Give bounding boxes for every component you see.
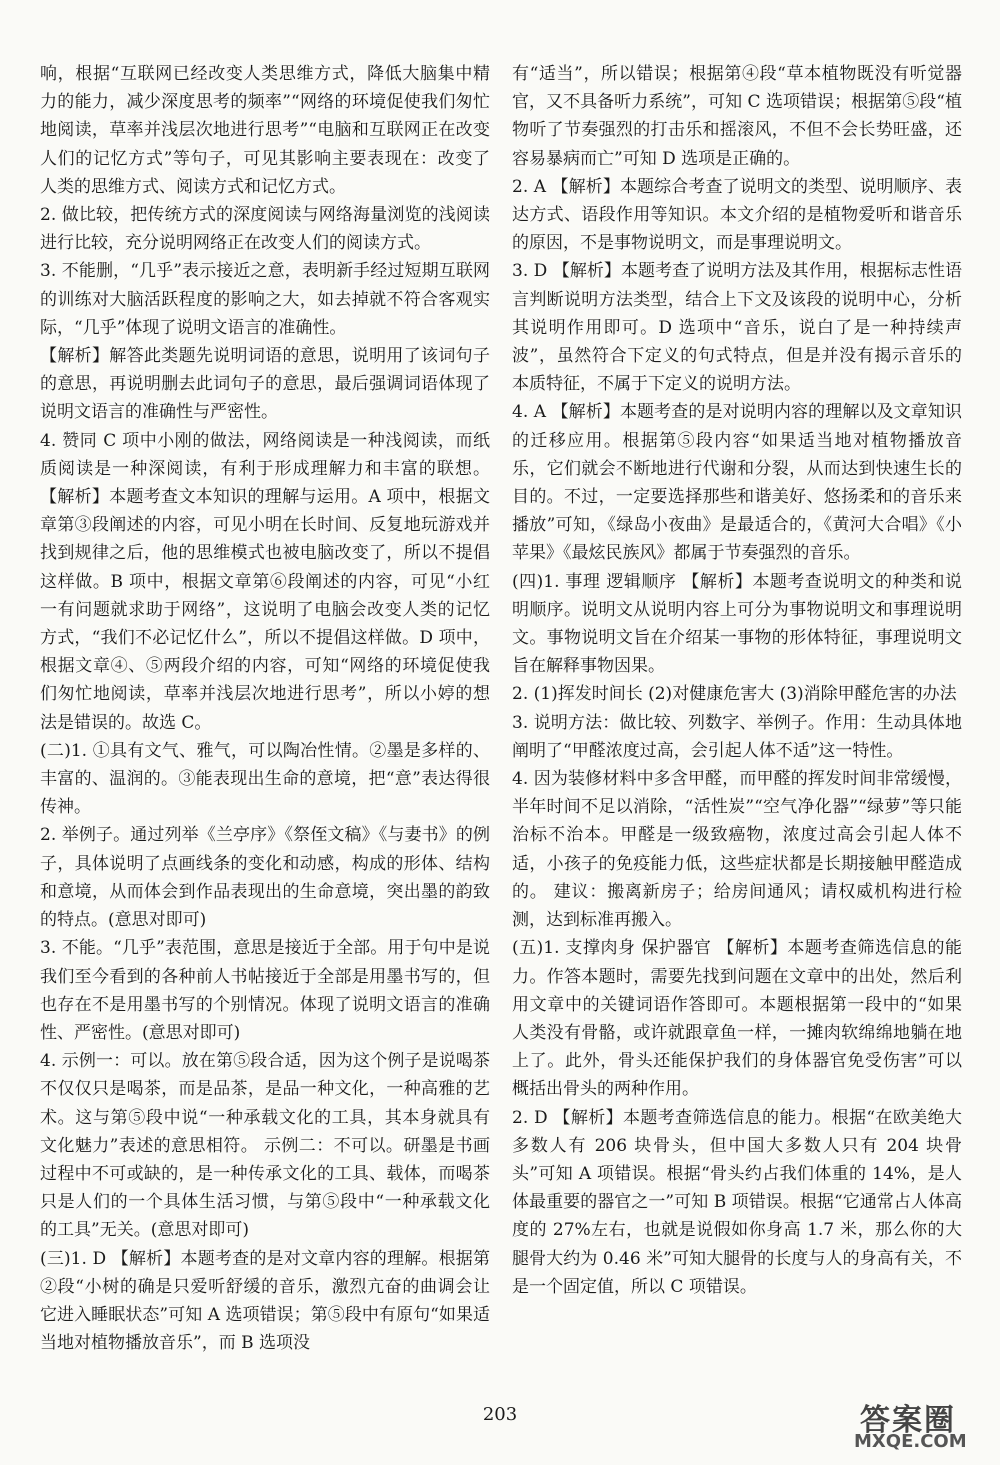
- page-number: 203: [482, 1404, 518, 1425]
- paragraph: 4. 赞同 C 项中小刚的做法，网络阅读是一种浅阅读，而纸质阅读是一种深阅读，有利于形成理解力和丰富的联想。 【解析】本题考查文本知识的理解与运用。A 项中，根据文章第③段阐述的内容，可见小明在长时间、反复地玩游戏并找到规律之后，他的思维模式也被电脑改变了，所以不提倡这样做。B 项中，根据文章第⑥段阐述的内容，可见“小红一有问题就求助于网络”，这说明了电脑会改变人类的记忆方式，“我们不必记忆什么”，所以不提倡这样做。D 项中，根据文章④、⑤两段介绍的内容，可知“网络的环境促使我们匆忙地阅读，草率并浅层次地进行思考”，所以小婷的想法是错误的。故选 C。: [40, 430, 490, 733]
- paragraph: 3. 不能删，“几乎”表示接近之意，表明新手经过短期互联网的训练对大脑活跃程度的影响之大，如去掉就不符合客观实际，“几乎”体现了说明文语言的准确性。: [40, 261, 490, 338]
- paragraph: (三)1. D 【解析】本题考查的是对文章内容的理解。根据第②段“小树的确是只爱听舒缓的音乐，激烈亢奋的曲调会让它进入睡眠状态”可知 A 选项错误；第⑤段中有原句“如果适当地对植物播放音乐”，而 B 选项没: [40, 1248, 490, 1354]
- paragraph: 2. D 【解析】本题考查筛选信息的能力。根据“在欧美绝大多数人有 206 块骨头，但中国大多数人只有 204 块骨头”可知 A 项错误。根据“骨头约占我们体重的 14%，是人体最重要的器官之一”可知 B 项错误。根据“它通常占人体高度的 27%左右，也就是说假如你身高 1.7 米，那么你的大腿骨大约为 0.46 米”可知大腿骨的长度与人的身高有关，不是一个固定值，所以 C 项错误。: [512, 1107, 962, 1297]
- paragraph: 2. (1)挥发时间长 (2)对健康危害大 (3)消除甲醛危害的办法: [512, 684, 957, 705]
- watermark-logo: [842, 1395, 982, 1457]
- right-column: [512, 60, 962, 1301]
- paragraph: 响，根据“互联网已经改变人类思维方式，降低大脑集中精力的能力，减少深度思考的频率”“网络的环境促使我们匆忙地阅读，草率并浅层次地进行思考”“电脑和互联网正在改变人们的记忆方式”等句子，可见其影响主要表现在：改变了人类的思维方式、阅读方式和记忆方式。: [40, 64, 490, 197]
- watermark-text: 答案圈: [860, 1403, 956, 1438]
- paragraph: 2. A 【解析】本题综合考查了说明文的类型、说明顺序、表达方式、语段作用等知识。本文介绍的是植物爱听和谐音乐的原因，不是事物说明文，而是事理说明文。: [512, 176, 962, 254]
- left-column: [40, 60, 490, 1357]
- paragraph: 3. 不能。“几乎”表范围，意思是接近于全部。用于句中是说我们至今看到的各种前人书帖接近于全部是用墨书写的，但也存在不是用墨书写的个别情况。体现了说明文语言的准确性、严密性。(意思对即可): [40, 938, 490, 1043]
- paragraph: 2. 举例子。通过列举《兰亭序》《祭侄文稿》《与妻书》的例子，具体说明了点画线条的变化和动感，构成的形体、结构和意境，从而体会到作品表现出的生命意境，突出墨的韵致的特点。(意思对即可): [40, 825, 490, 931]
- paragraph: 4. A 【解析】本题考查的是对说明内容的理解以及文章知识的迁移应用。根据第⑤段内容“如果适当地对植物播放音乐，它们就会不断地进行代谢和分裂，从而达到快速生长的目的。不过，一定要选择那些和谐美好、悠扬柔和的音乐来播放”可知，《绿岛小夜曲》是最适合的，《黄河大合唱》《小苹果》《最炫民族风》都属于节奏强烈的音乐。: [512, 402, 962, 564]
- paragraph: 3. 说明方法：做比较、列数字、举例子。作用：生动具体地阐明了“甲醛浓度过高，会引起人体不适”这一特性。: [512, 712, 962, 761]
- paragraph: (二)1. ①具有文气、雅气，可以陶冶性情。②墨是多样的、丰富的、温润的。③能表现出生命的意境，把“意”表达得很传神。: [40, 740, 490, 818]
- paragraph: 3. D 【解析】本题考查了说明方法及其作用，根据标志性语言判断说明方法类型，结合上下文及该段的说明中心，分析其说明作用即可。D 选项中“音乐，说白了是一种持续声波”，虽然符合下定义的句式特点，但是并没有揭示音乐的本质特征，不属于下定义的说明方法。: [512, 261, 962, 395]
- watermark-url: MXQE.COM: [854, 1431, 967, 1452]
- paragraph: 【解析】解答此类题先说明词语的意思，说明用了该词句子的意思，再说明删去此词句子的意思，最后强调词语体现了说明文语言的准确性与严密性。: [40, 346, 490, 423]
- paragraph: 4. 示例一：可以。放在第⑤段合适，因为这个例子是说喝茶不仅仅只是喝茶，而是品茶，是品一种文化，一种高雅的艺术。这与第⑤段中说“一种承载文化的工具，其本身就具有文化魅力”表述的意思相符。 示例二：不可以。研墨是书画过程中不可或缺的，是一种传承文化的工具、载体，而喝茶只是人们的一个具体生活习惯，与第⑤段中“一种承载文化的工具”无关。(意思对即可): [40, 1051, 490, 1241]
- paragraph: (五)1. 支撑肉身 保护器官 【解析】本题考查筛选信息的能力。作答本题时，需要先找到问题在文章中的出处，然后利用文章中的关键词语作答即可。本题根据第一段中的“如果人类没有骨骼，或许就跟章鱼一样，一摊肉软绵绵地躺在地上了。此外，骨头还能保护我们的身体器官免受伤害”可以概括出骨头的两种作用。: [512, 938, 962, 1100]
- paragraph: 4. 因为装修材料中多含甲醛，而甲醛的挥发时间非常缓慢，半年时间不足以消除，“活性炭”“空气净化器”“绿萝”等只能治标不治本。甲醛是一级致癌物，浓度过高会引起人体不适，小孩子的免疫能力低，这些症状都是长期接触甲醛造成的。 建议：搬离新房子；给房间通风；请权威机构进行检测，达到标准再搬入。: [512, 769, 962, 931]
- paragraph: 有“适当”，所以错误；根据第④段“草本植物既没有听觉器官，又不具备听力系统”，可知 C 选项错误；根据第⑤段“植物听了节奏强烈的打击乐和摇滚风，不但不会长势旺盛，还容易暴病而亡”可知 D 选项是正确的。: [512, 64, 962, 169]
- paragraph: (四)1. 事理 逻辑顺序 【解析】本题考查说明文的种类和说明顺序。说明文从说明内容上可分为事物说明文和事理说明文。事物说明文旨在介绍某一事物的形体特征，事理说明文旨在解释事物因果。: [512, 571, 962, 677]
- paragraph: 2. 做比较，把传统方式的深度阅读与网络海量浏览的浅阅读进行比较，充分说明网络正在改变人们的阅读方式。: [40, 205, 490, 254]
